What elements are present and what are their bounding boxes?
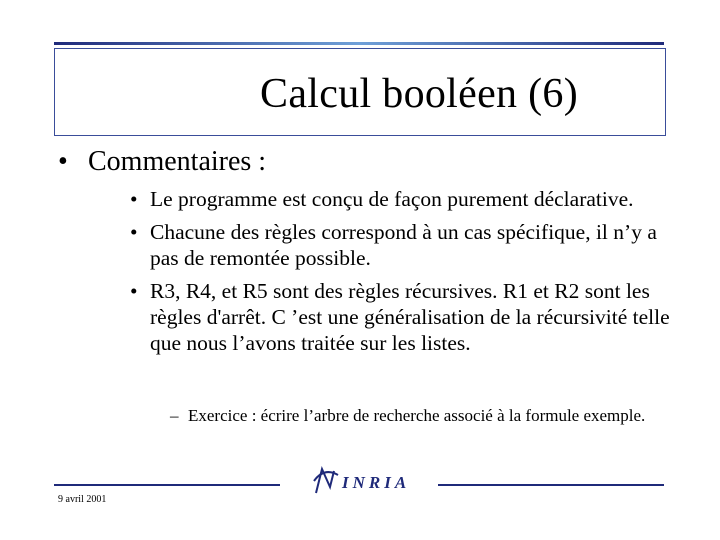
- bullet-marker: •: [58, 146, 68, 177]
- dash-marker: –: [170, 406, 179, 425]
- footer-rule-right: [438, 484, 664, 486]
- comment-item: [130, 219, 690, 271]
- comment-text: Le programme est conçu de façon purement déclarative.: [150, 187, 634, 211]
- comment-list: [130, 186, 690, 363]
- heading-text: Commentaires :: [88, 146, 267, 177]
- exercise-text: Exercice : écrire l’arbre de recherche associé à la formule exemple.: [188, 406, 646, 425]
- slide-title: Calcul booléen (6): [260, 71, 578, 117]
- comment-text: Chacune des règles correspond à un cas spécifique, il n’y a pas de remontée possible.: [150, 220, 657, 270]
- comment-item: [130, 186, 690, 212]
- top-rule: [54, 42, 664, 45]
- exercise-item: [170, 405, 690, 427]
- bullet-marker: •: [130, 279, 138, 303]
- comment-text: R3, R4, et R5 sont des règles récursives. R1 et R2 sont les règles d'arrêt. C ’est une généralisation de la récursivité telle que nous l’avons traitée sur les listes.: [150, 279, 670, 355]
- comment-item: [130, 278, 690, 356]
- bullet-marker: •: [130, 220, 138, 244]
- logo-text: INRIA: [342, 473, 411, 492]
- bullet-marker: •: [130, 187, 138, 211]
- footer-date: 9 avril 2001: [58, 494, 107, 505]
- inria-logo-icon: [312, 465, 424, 497]
- footer-rule-left: [54, 484, 280, 486]
